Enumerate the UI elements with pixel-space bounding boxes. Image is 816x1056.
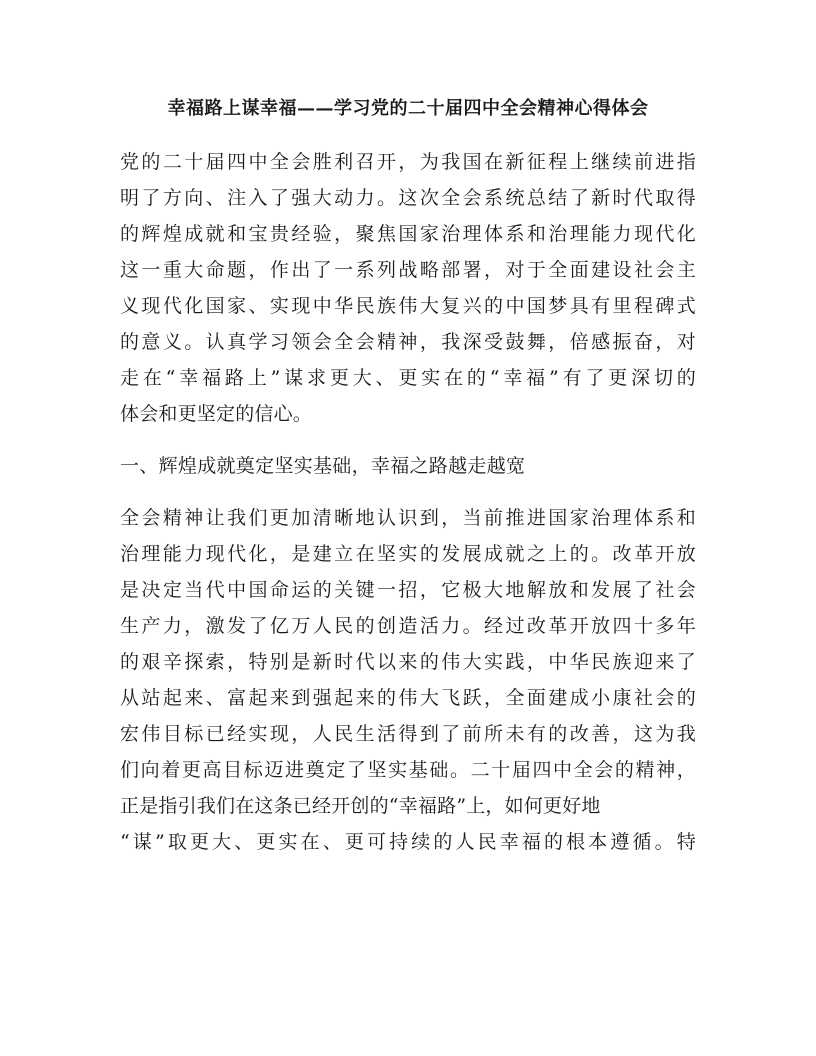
text-line: 生产力，激发了亿万人民的创造活力。经过改革开放四十多年 xyxy=(120,615,696,637)
text-line: 的艰辛探索，特别是新时代以来的伟大实践，中华民族迎来了 xyxy=(120,651,696,673)
text-line: “谋”取更大、更实在、更可持续的人民幸福的根本遵循。特 xyxy=(120,831,696,853)
paragraph-intro xyxy=(120,144,816,432)
text-line: 义现代化国家、实现中华民族伟大复兴的中国梦具有里程碑式 xyxy=(120,295,696,317)
text-line: 体会和更坚定的信心。 xyxy=(120,403,313,425)
text-line: 党的二十届四中全会胜利召开，为我国在新征程上继续前进指 xyxy=(120,151,696,173)
text-line: 治理能力现代化，是建立在坚实的发展成就之上的。改革开放 xyxy=(120,543,696,565)
text-line: 的辉煌成就和宝贵经验，聚焦国家治理体系和治理能力现代化 xyxy=(120,223,696,245)
text-line: 走在“幸福路上”谋求更大、更实在的“幸福”有了更深切的 xyxy=(120,367,696,389)
text-line: 明了方向、注入了强大动力。这次全会系统总结了新时代取得 xyxy=(120,187,696,209)
section-heading-1: 一、辉煌成就奠定坚实基础，幸福之路越走越宽 xyxy=(120,455,526,477)
text-line: 是决定当代中国命运的关键一招，它极大地解放和发展了社会 xyxy=(120,579,696,601)
text-line: 们向着更高目标迈进奠定了坚实基础。二十届四中全会的精神， xyxy=(120,759,696,781)
text-line: 的意义。认真学习领会全会精神，我深受鼓舞，倍感振奋，对 xyxy=(120,331,696,353)
text-line: 这一重大命题，作出了一系列战略部署，对于全面建设社会主 xyxy=(120,259,696,281)
document-title: 幸福路上谋幸福——学习党的二十届四中全会精神心得体会 xyxy=(167,98,649,119)
text-line: 从站起来、富起来到强起来的伟大飞跃，全面建成小康社会的 xyxy=(120,687,696,709)
text-line: 宏伟目标已经实现，人民生活得到了前所未有的改善，这为我 xyxy=(120,723,696,745)
text-line: 全会精神让我们更加清晰地认识到，当前推进国家治理体系和 xyxy=(120,507,696,529)
paragraph-section-1 xyxy=(120,500,816,860)
text-line: 正是指引我们在这条已经开创的“幸福路”上，如何更好地 xyxy=(120,795,601,817)
